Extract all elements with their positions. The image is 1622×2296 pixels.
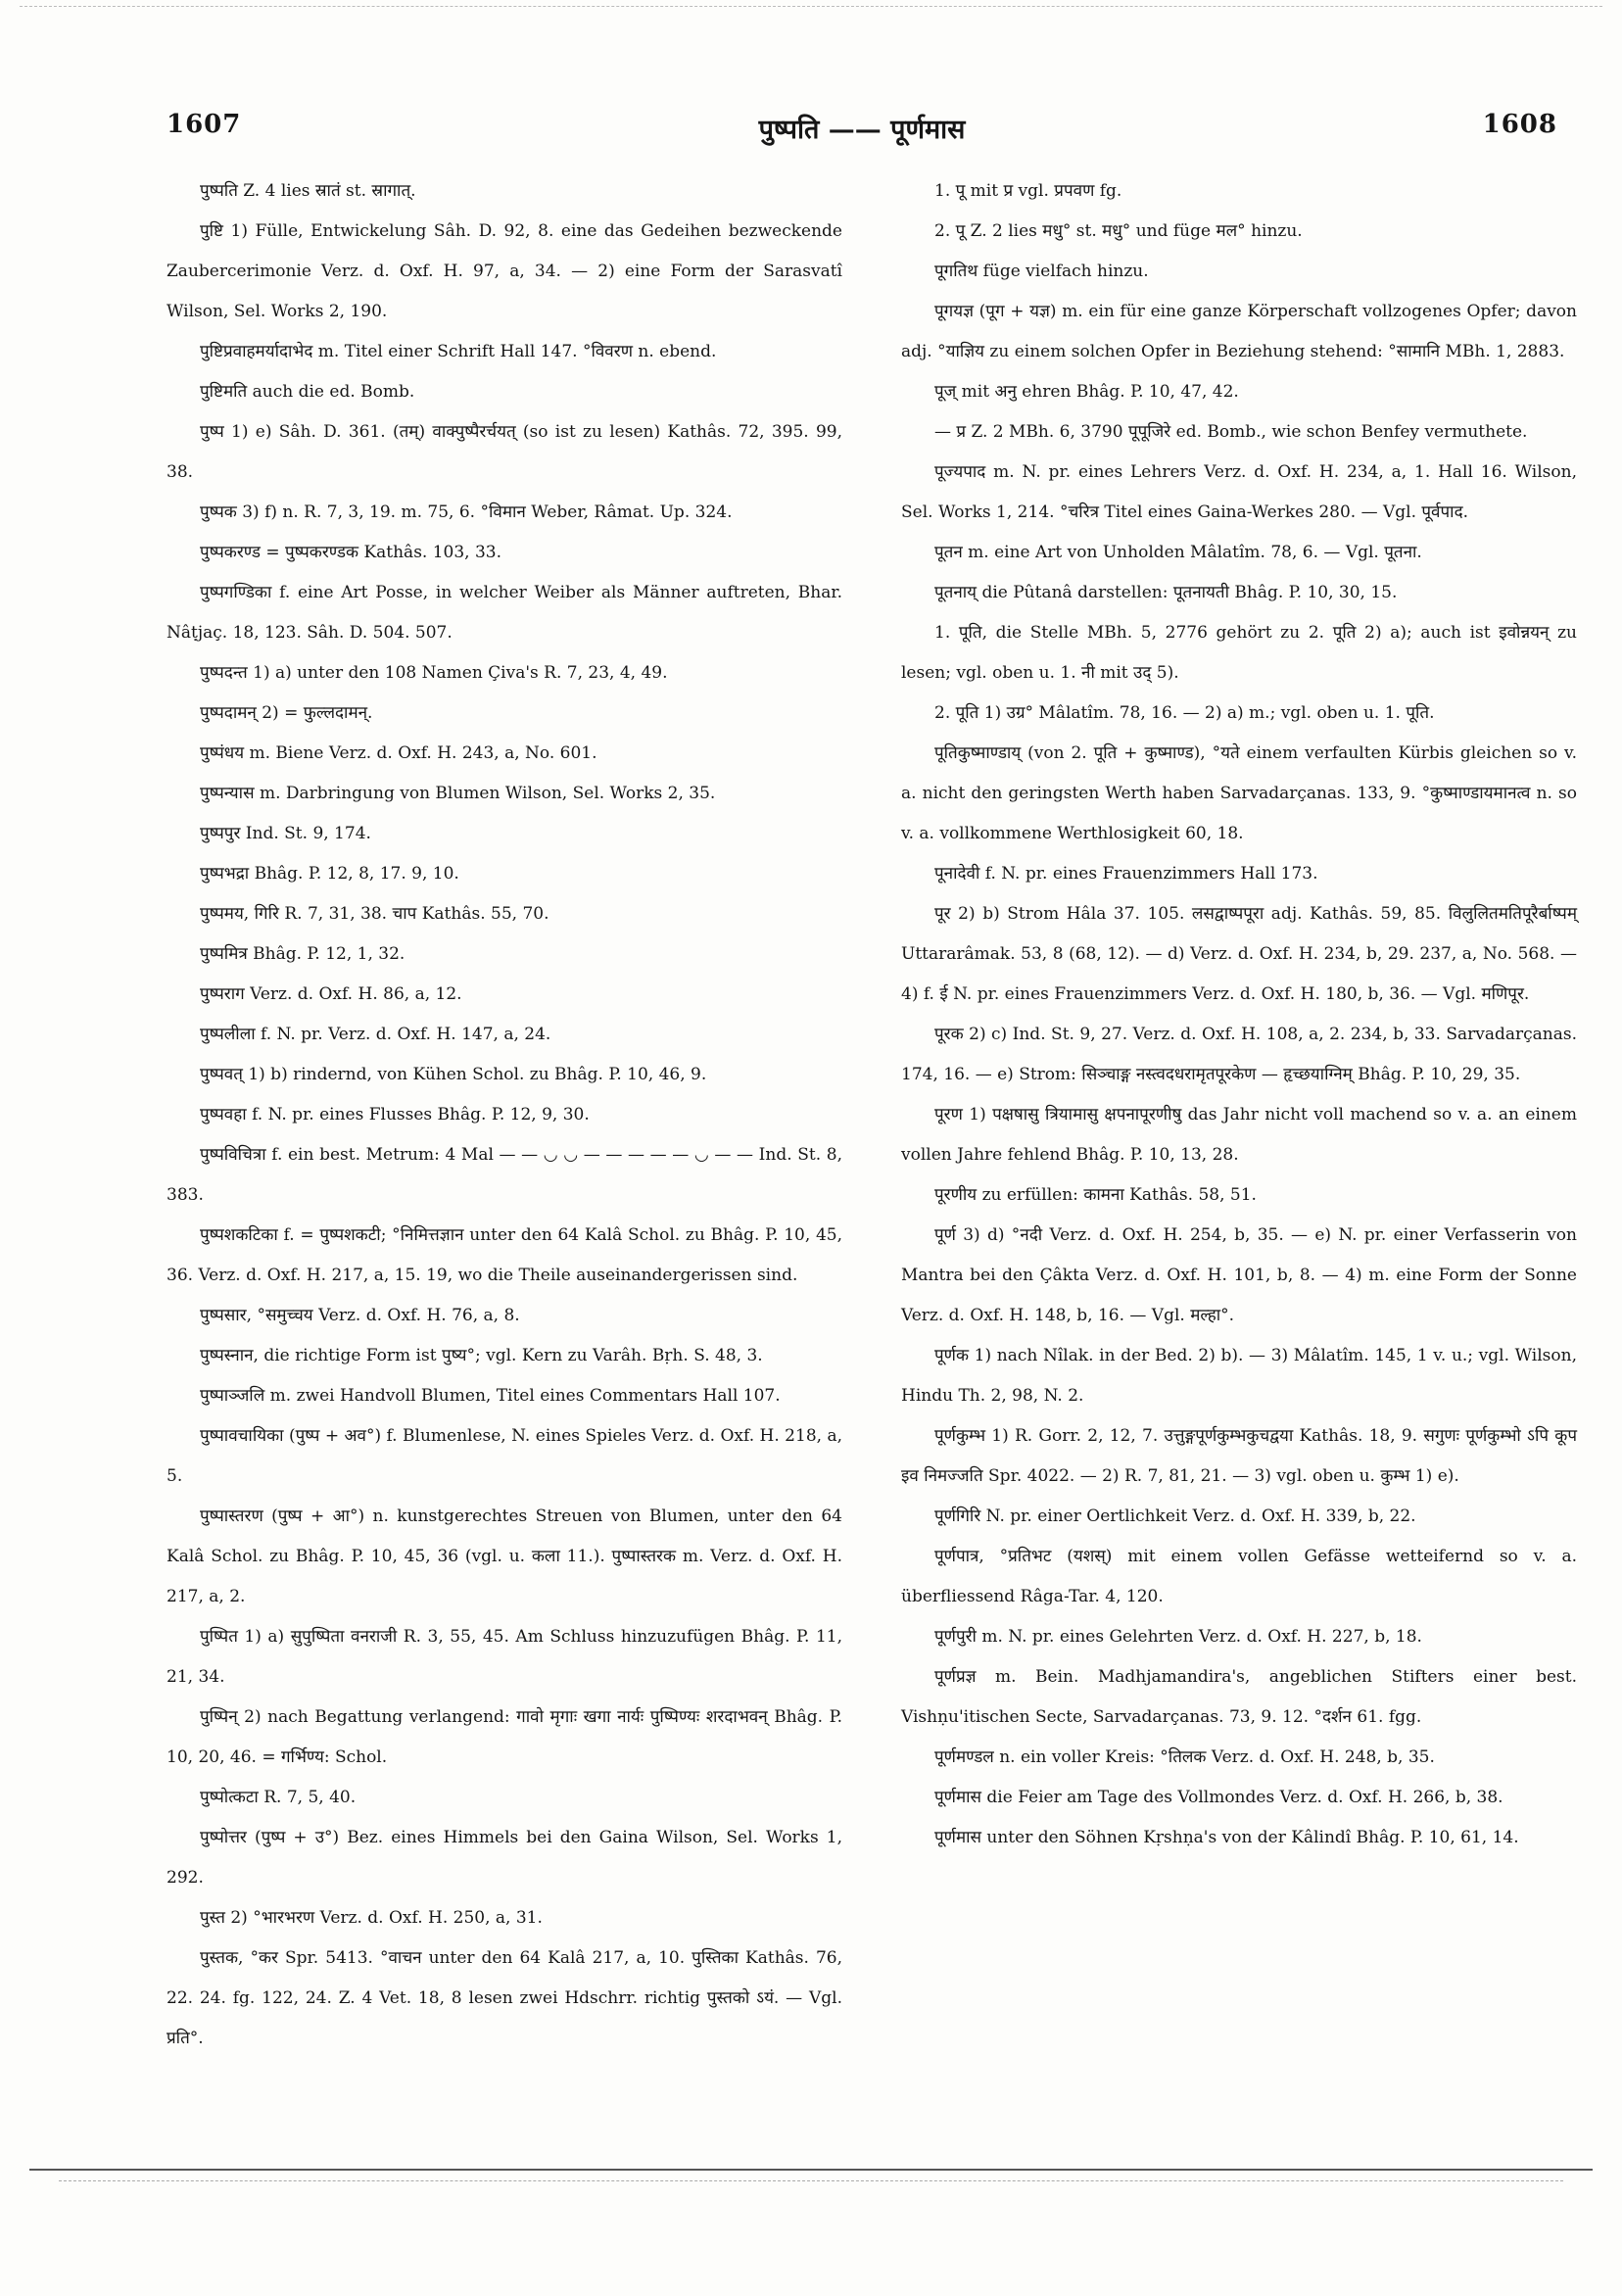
dictionary-entry: पुष्टिमति auch die ed. Bomb.: [200, 382, 415, 402]
dictionary-entry: पुष्पमय, गिरि R. 7, 31, 38. चाप Kathâs. 55, 70.: [200, 904, 549, 924]
dictionary-entry: पूर्णगिरि N. pr. einer Oertlichkeit Verz. d. Oxf. H. 339, b, 22.: [934, 1507, 1416, 1526]
dictionary-entry: पूगयज्ञ (पूग + यज्ञ) m. ein für eine ganze Körperschaft vollzogenes Opfer; davon adj. °याज्ञिय zu einem solchen Opfer in Beziehung stehend: °सामानि MBh. 1, 2883.: [901, 302, 1577, 361]
right-page-number: 1608: [1482, 110, 1557, 139]
bottom-dashed-rule: [59, 2180, 1563, 2181]
dictionary-entry: पुष्पाञ्जलि m. zwei Handvoll Blumen, Titel eines Commentars Hall 107.: [200, 1386, 781, 1406]
dictionary-entry: पूतिकुष्माण्डाय् (von 2. पूति + कुष्माण्ड), °यते einem verfaulten Kürbis gleichen so v. a. nicht den geringsten Werth haben Sarvadarçanas. 133, 9. °कुष्माण्डायमानत्व n. so v. a. vollkommene Werthlosigkeit 60, 18.: [901, 743, 1577, 843]
dictionary-entry: पुष्पभद्रा Bhâg. P. 12, 8, 17. 9, 10.: [200, 864, 459, 884]
page-header: [167, 110, 1557, 149]
dictionary-entry: पूर्णक 1) nach Nîlak. in der Bed. 2) b). — 3) Mâlatîm. 145, 1 v. u.; vgl. Wilson, Hindu Th. 2, 98, N. 2.: [901, 1346, 1577, 1406]
left-column: [167, 171, 842, 2059]
dictionary-entry: पुष्टिप्रवाहमर्यादाभेद m. Titel einer Schrift Hall 147. °विवरण n. ebend.: [200, 342, 717, 361]
dictionary-entry: पूरणीय zu erfüllen: कामना Kathâs. 58, 51.: [934, 1185, 1257, 1205]
dictionary-entry: पुस्तक, °कर Spr. 5413. °वाचन unter den 64 Kalâ 217, a, 10. पुस्तिका Kathâs. 76, 22. 24. fg. 122, 24. Z. 4 Vet. 18, 8 lesen zwei Hdschrr. richtig पुस्तको ऽयं. — Vgl. प्रति°.: [167, 1948, 842, 2048]
dictionary-entry: पुष्पवत् 1) b) rindernd, von Kühen Schol. zu Bhâg. P. 10, 46, 9.: [200, 1065, 707, 1084]
dictionary-entry: पुष्पसार, °समुच्चय Verz. d. Oxf. H. 76, a, 8.: [200, 1306, 520, 1325]
dictionary-entry: 1. पूति, die Stelle MBh. 5, 2776 gehört zu 2. पूति 2) a); auch ist इवोन्नयन् zu lesen; vgl. oben u. 1. नी mit उद् 5).: [901, 623, 1577, 683]
bottom-rule: [29, 2169, 1593, 2171]
dictionary-entry: पुष्पदन्त 1) a) unter den 108 Namen Çiva's R. 7, 23, 4, 49.: [200, 663, 668, 683]
dictionary-entry: पुष्पशकटिका f. = पुष्पशकटी; °निमित्तज्ञान unter den 64 Kalâ Schol. zu Bhâg. P. 10, 45, 36. Verz. d. Oxf. H. 217, a, 15. 19, wo die Theile auseinandergerissen sind.: [167, 1225, 842, 1285]
dictionary-entry: पूनादेवी f. N. pr. eines Frauenzimmers Hall 173.: [934, 864, 1318, 884]
dictionary-entry: — प्र Z. 2 MBh. 6, 3790 पूपूजिरे ed. Bomb., wie schon Benfey vermuthete.: [934, 422, 1528, 442]
dictionary-entry: पुष्पिन् 2) nach Begattung verlangend: गावो मृगाः खगा नार्यः पुष्पिण्यः शरदाभवन् Bhâg. P. 10, 20, 46. = गर्भिण्य: Schol.: [167, 1707, 842, 1767]
dictionary-entry: पूर्णप्रज्ञ m. Bein. Madhjamandira's, angeblichen Stifters einer best. Vishṇu'itischen Secte, Sarvadarçanas. 73, 9. 12. °दर्शन 61. fgg.: [901, 1667, 1577, 1727]
dictionary-entry: पुष्पावचायिका (पुष्प + अव°) f. Blumenlese, N. eines Spieles Verz. d. Oxf. H. 218, a, 5.: [167, 1426, 842, 1486]
dictionary-entry: पूतन m. eine Art von Unholden Mâlatîm. 78, 6. — Vgl. पूतना.: [934, 543, 1422, 562]
dictionary-entry: पुष्टि 1) Fülle, Entwickelung Sâh. D. 92, 8. eine das Gedeihen bezweckende Zaubercerimonie Verz. d. Oxf. H. 97, a, 34. — 2) eine Form der Sarasvatî Wilson, Sel. Works 2, 190.: [167, 221, 842, 321]
dictionary-entry: पूर्णकुम्भ 1) R. Gorr. 2, 12, 7. उत्तुङ्गपूर्णकुम्भकुचद्वया Kathâs. 18, 9. सगुणः पूर्णकुम्भो ऽपि कूप इव निमज्जति Spr. 4022. — 2) R. 7, 81, 21. — 3) vgl. oben u. कुम्भ 1) e).: [901, 1426, 1577, 1486]
dictionary-entry: पुष्पति Z. 4 lies स्रातं st. स्रागात्.: [200, 181, 416, 201]
dictionary-entry: पुष्पलीला f. N. pr. Verz. d. Oxf. H. 147, a, 24.: [200, 1025, 551, 1044]
dictionary-entry: पुष्पक 3) f) n. R. 7, 3, 19. m. 75, 6. °विमान Weber, Râmat. Up. 324.: [200, 502, 733, 522]
dictionary-entry: पूतनाय् die Pûtanâ darstellen: पूतनायती Bhâg. P. 10, 30, 15.: [934, 583, 1398, 602]
dictionary-entry: पुष्पविचित्रा f. ein best. Metrum: 4 Mal — — ◡ ◡ — — — — — ◡ — — Ind. St. 8, 383.: [167, 1145, 842, 1205]
dictionary-entry: पुष्पित 1) a) सुपुष्पिता वनराजी R. 3, 55, 45. Am Schluss hinzuzufügen Bhâg. P. 11, 21, 34.: [167, 1627, 842, 1687]
dictionary-entry: पूर्णपुरी m. N. pr. eines Gelehrten Verz. d. Oxf. H. 227, b, 18.: [934, 1627, 1422, 1647]
dictionary-entry: 2. पूति 1) उग्र° Mâlatîm. 78, 16. — 2) a) m.; vgl. oben u. 1. पूति.: [934, 703, 1435, 723]
dictionary-entry: पूर्णपात्र, °प्रतिभट (यशस्) mit einem vollen Gefässe wetteifernd so v. a. überfliessend Râga-Tar. 4, 120.: [901, 1547, 1577, 1606]
dictionary-entry: पुष्पोत्कटा R. 7, 5, 40.: [200, 1788, 357, 1807]
right-column: [901, 171, 1577, 1858]
left-page-number: 1607: [167, 110, 242, 139]
dictionary-entry: पूरण 1) पक्षषासु त्रियामासु क्षपनापूरणीषु das Jahr nicht voll machend so v. a. an einem vollen Jahre fehlend Bhâg. P. 10, 13, 28.: [901, 1105, 1577, 1165]
dictionary-entry: पूर्णमास die Feier am Tage des Vollmondes Verz. d. Oxf. H. 266, b, 38.: [934, 1788, 1503, 1807]
dictionary-entry: पूरक 2) c) Ind. St. 9, 27. Verz. d. Oxf. H. 108, a, 2. 234, b, 33. Sarvadarçanas. 174, 16. — e) Strom: सिञ्चाङ्ग नस्त्वदधरामृतपूरकेण — हृच्छयाग्निम् Bhâg. P. 10, 29, 35.: [901, 1025, 1577, 1084]
dictionary-entry: पूर्णमण्डल n. ein voller Kreis: °तिलक Verz. d. Oxf. H. 248, b, 35.: [934, 1747, 1435, 1767]
dictionary-entry: 2. पू Z. 2 lies मधु° st. मधु° und füge मल° hinzu.: [934, 221, 1303, 241]
dictionary-entry: पुष्पोत्तर (पुष्प + उ°) Bez. eines Himmels bei den Gaina Wilson, Sel. Works 1, 292.: [167, 1828, 842, 1888]
dictionary-entry: पुष्पवहा f. N. pr. eines Flusses Bhâg. P. 12, 9, 30.: [200, 1105, 590, 1124]
dictionary-entry: 1. पू mit प्र vgl. प्रपवण fg.: [934, 181, 1122, 201]
dictionary-entry: पुस्त 2) °भारभरण Verz. d. Oxf. H. 250, a, 31.: [200, 1908, 543, 1928]
dictionary-entry: पूर 2) b) Strom Hâla 37. 105. लसद्वाष्पपूरा adj. Kathâs. 59, 85. विलुलितमतिपूरैर्बाष्पम् Uttararâmak. 53, 8 (68, 12). — d) Verz. d. Oxf. H. 234, b, 29. 237, a, No. 568. — 4) f. ई N. pr. eines Frauenzimmers Verz. d. Oxf. H. 180, b, 36. — Vgl. मणिपूर.: [901, 904, 1577, 1004]
dictionary-entry: पुष्पकरण्ड = पुष्पकरण्डक Kathâs. 103, 33.: [200, 543, 502, 562]
dictionary-entry: पूर्णमास unter den Söhnen Kṛshṇa's von der Kâlindî Bhâg. P. 10, 61, 14.: [934, 1828, 1519, 1847]
dictionary-entry: पुष्पराग Verz. d. Oxf. H. 86, a, 12.: [200, 984, 462, 1004]
dictionary-entry: पुष्पन्यास m. Darbringung von Blumen Wilson, Sel. Works 2, 35.: [200, 784, 716, 803]
dictionary-entry: पुष्पस्नान, die richtige Form ist पुष्य°; vgl. Kern zu Varâh. Bṛh. S. 48, 3.: [200, 1346, 763, 1365]
running-title: पुष्पति —— पूर्णमास: [758, 115, 966, 145]
dictionary-entry: पूज् mit अनु ehren Bhâg. P. 10, 47, 42.: [934, 382, 1239, 402]
dictionary-entry: पूगतिथ füge vielfach hinzu.: [934, 262, 1149, 281]
dictionary-entry: पुष्पदामन् 2) = फुल्लदामन्.: [200, 703, 373, 723]
dictionary-entry: पुष्पास्तरण (पुष्प + आ°) n. kunstgerechtes Streuen von Blumen, unter den 64 Kalâ Schol. zu Bhâg. P. 10, 45, 36 (vgl. u. कला 11.). पुष्पास्तरक m. Verz. d. Oxf. H. 217, a, 2.: [167, 1507, 842, 1606]
dictionary-entry: पुष्पमित्र Bhâg. P. 12, 1, 32.: [200, 944, 406, 964]
dictionary-entry: पुष्प 1) e) Sâh. D. 361. (तम्) वाक्पुष्पैरर्चयत् (so ist zu lesen) Kathâs. 72, 395. 99, 38.: [167, 422, 842, 482]
top-rule: [20, 6, 1602, 7]
dictionary-entry: पूर्ण 3) d) °नदी Verz. d. Oxf. H. 254, b, 35. — e) N. pr. einer Verfasserin von Mantra bei den Çâkta Verz. d. Oxf. H. 101, b, 8. — 4) m. eine Form der Sonne Verz. d. Oxf. H. 148, b, 16. — Vgl. मल्हा°.: [901, 1225, 1577, 1325]
dictionary-entry: पुष्पगण्डिका f. eine Art Posse, in welcher Weiber als Männer auftreten, Bhar. Nâṭjaç. 18, 123. Sâh. D. 504. 507.: [167, 583, 842, 643]
dictionary-entry: पुष्पंधय m. Biene Verz. d. Oxf. H. 243, a, No. 601.: [200, 743, 597, 763]
dictionary-entry: पुष्पपुर Ind. St. 9, 174.: [200, 824, 371, 843]
dictionary-entry: पूज्यपाद m. N. pr. eines Lehrers Verz. d. Oxf. H. 234, a, 1. Hall 16. Wilson, Sel. Works 1, 214. °चरित्र Titel eines Gaina-Werkes 280. — Vgl. पूर्वपाद.: [901, 462, 1577, 522]
